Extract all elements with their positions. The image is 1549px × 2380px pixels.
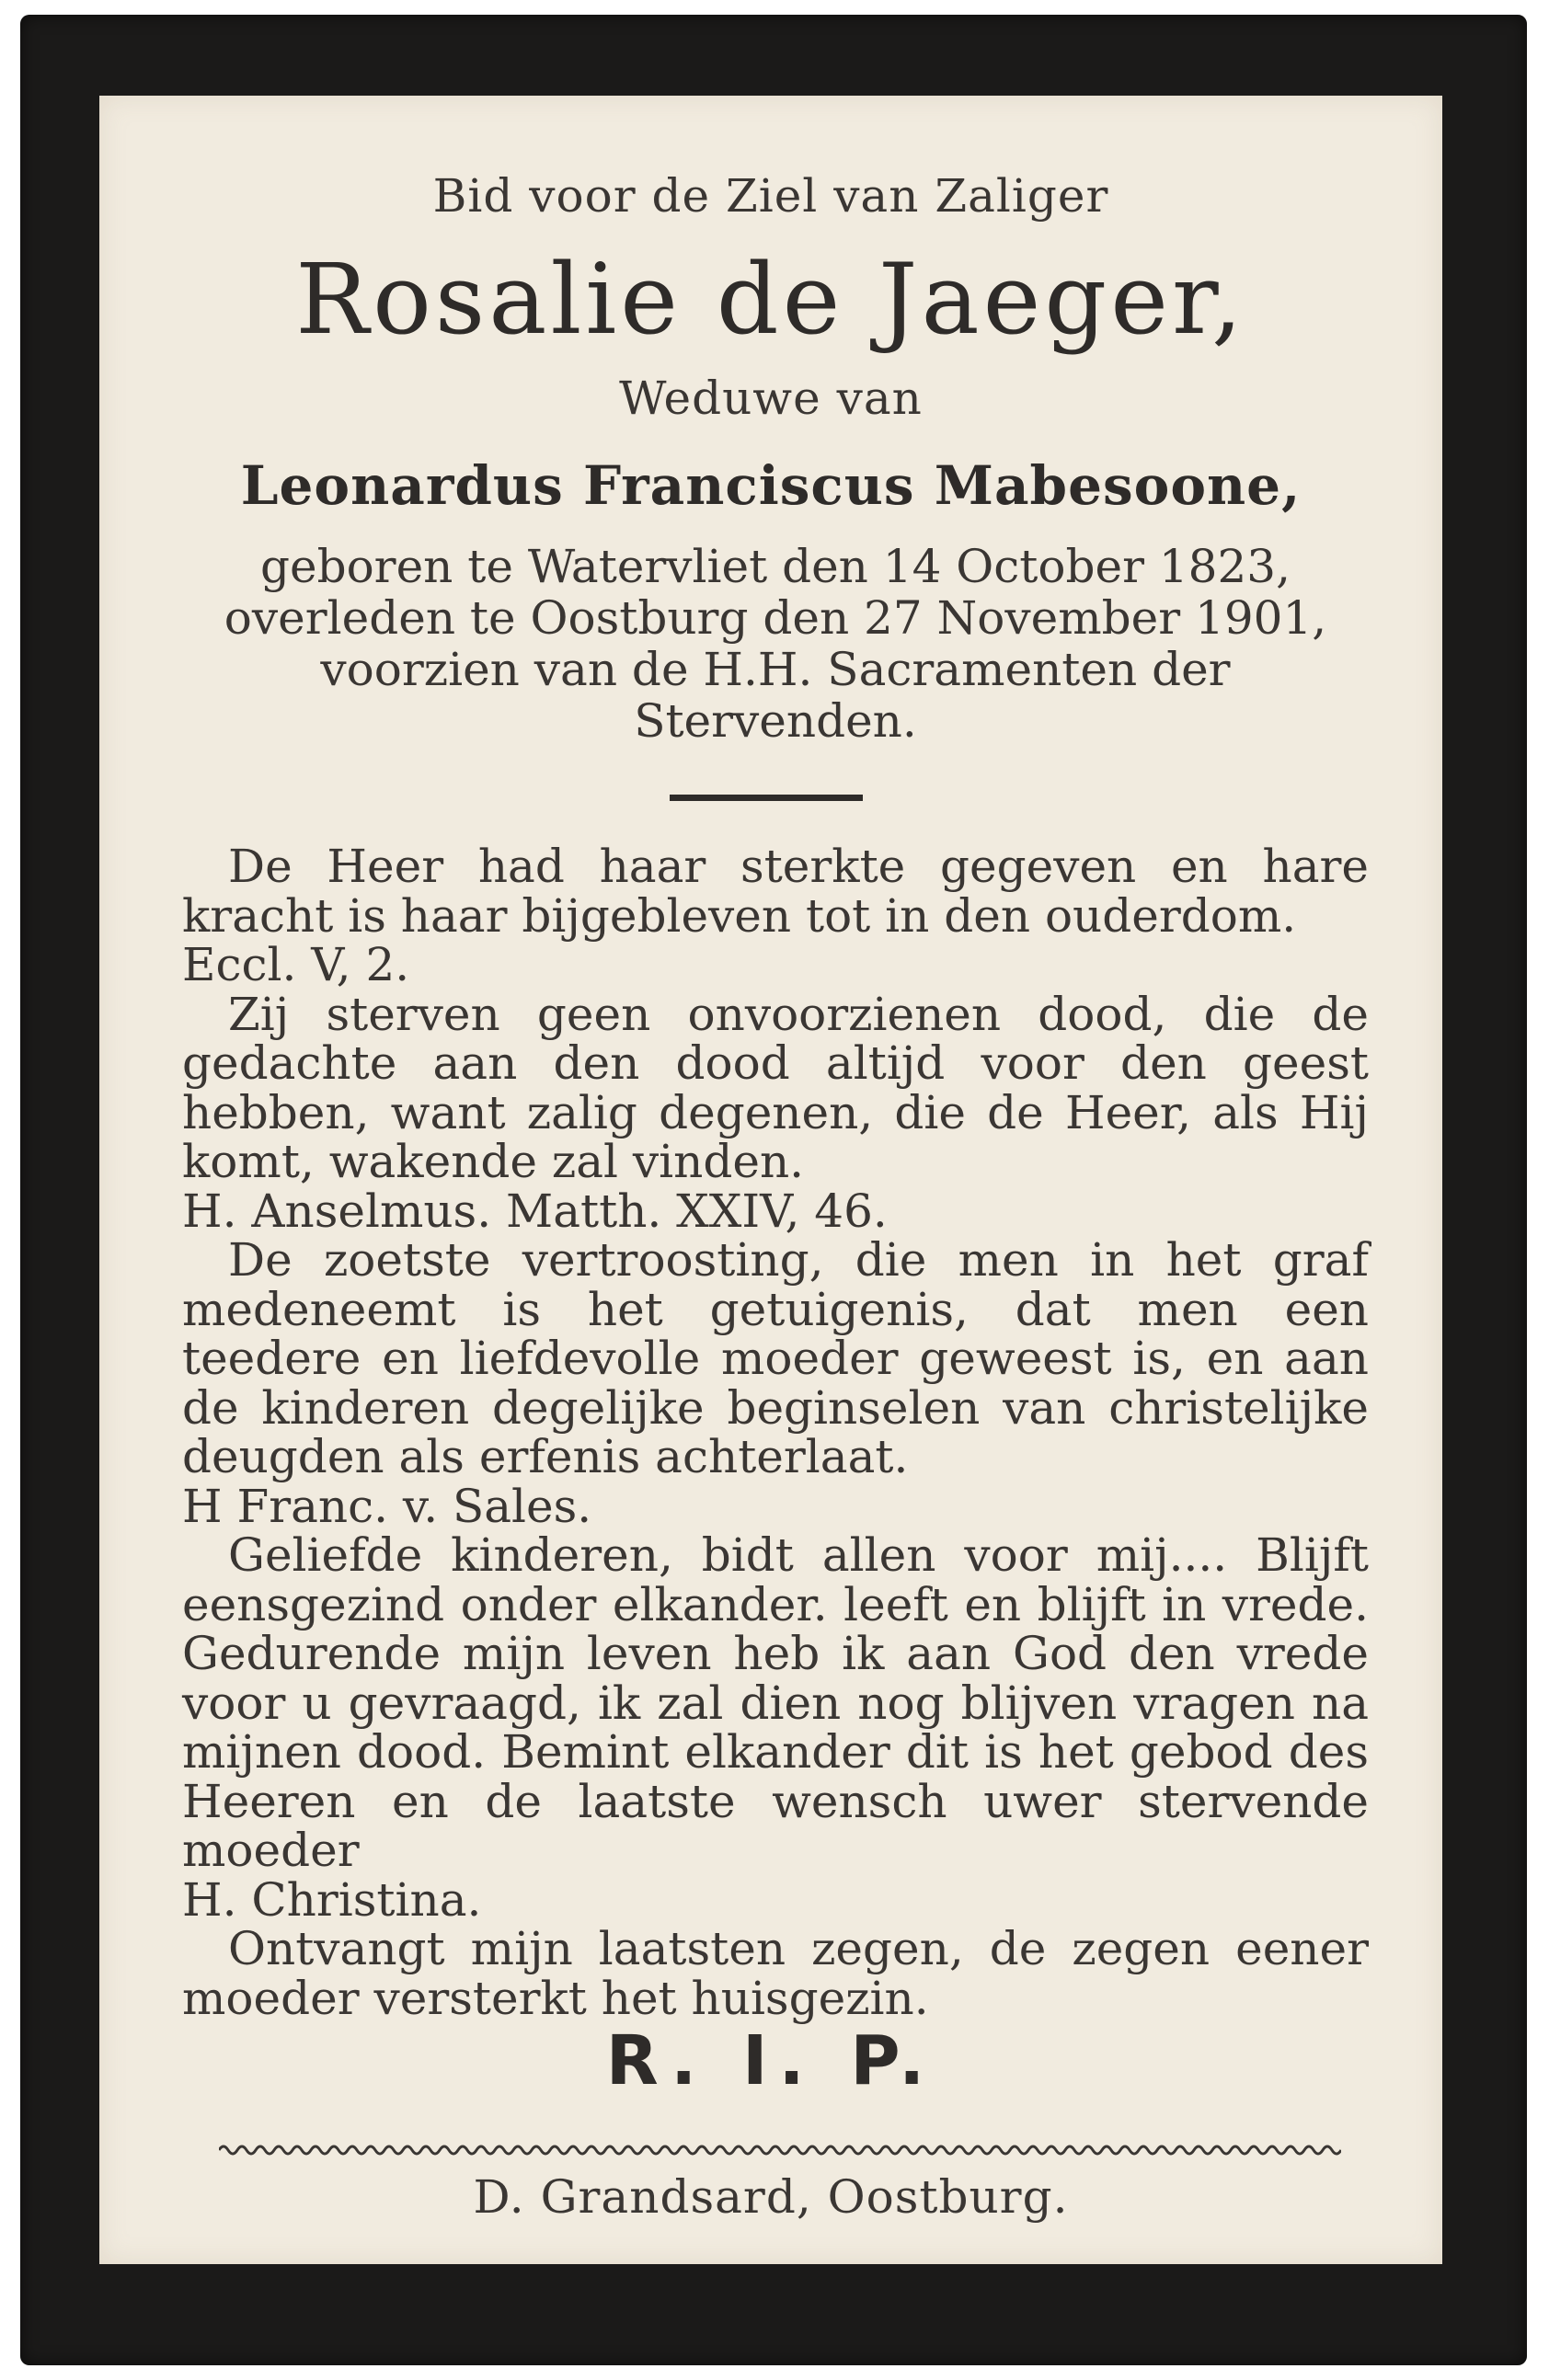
passage-reference: H Franc. v. Sales. [182, 1479, 592, 1533]
printer-line: D. Grandsard, Oostburg. [473, 2170, 1069, 2224]
rip-text: R. I. P. [605, 2021, 936, 2100]
passage-reference: Eccl. V, 2. [182, 938, 410, 991]
card-paper [99, 96, 1442, 2264]
birth-death-text: geboren te Watervliet den 14 October 1823, overleden te Oostburg den 27 November 1901, voorzien van de H.H. Sacramenten der Stervenden. [224, 540, 1327, 748]
prayer-line: Bid voor de Ziel van Zaliger [432, 169, 1109, 223]
divider-rule [670, 795, 863, 801]
passages [182, 842, 1369, 2023]
husband-name: Leonardus Franciscus Mabesoone, [240, 454, 1302, 517]
passage-text: De Heer had haar sterkte gegeven en hare kracht is haar bijgebleven tot in den ouderdom. [182, 840, 1369, 943]
passage-reference: H. Christina. [182, 1872, 482, 1927]
passage-text: Zij sterven geen onvoorzienen dood, die de gedachte aan den dood altijd voor den geest hebben, want zalig degenen, die de Heer, als Hij komt, wakende zal vinden. [182, 987, 1369, 1188]
passage-text: Geliefde kinderen, bidt allen voor mij.... Blijft eensgezind onder elkander. leeft en blijft in vrede. Gedurende mijn leven heb ik aan God den vrede voor u gevraagd, ik zal dien nog blijven vragen na mijnen dood. Bemint elkander dit is het gebod des Heeren en de laatste wensch uwer stervende moeder [182, 1528, 1369, 1877]
mourning-card-border [20, 15, 1527, 2365]
deceased-name: Rosalie de Jaeger, [295, 243, 1246, 356]
widow-of-line: Weduwe van [619, 372, 923, 425]
passage-text: Ontvangt mijn laatsten zegen, de zegen eener moeder versterkt het huisgezin. [182, 1922, 1369, 2025]
wavy-divider [219, 2139, 1341, 2161]
passage-text: De zoetste vertroosting, die men in het graf medeneemt is het getuigenis, dat men een teedere en liefdevolle moeder geweest is, en aan de kinderen degelijke beginselen van christelijke deugden als erfenis achterlaat. [182, 1233, 1369, 1483]
passage-reference: H. Anselmus. Matth. XXIV, 46. [182, 1184, 888, 1238]
